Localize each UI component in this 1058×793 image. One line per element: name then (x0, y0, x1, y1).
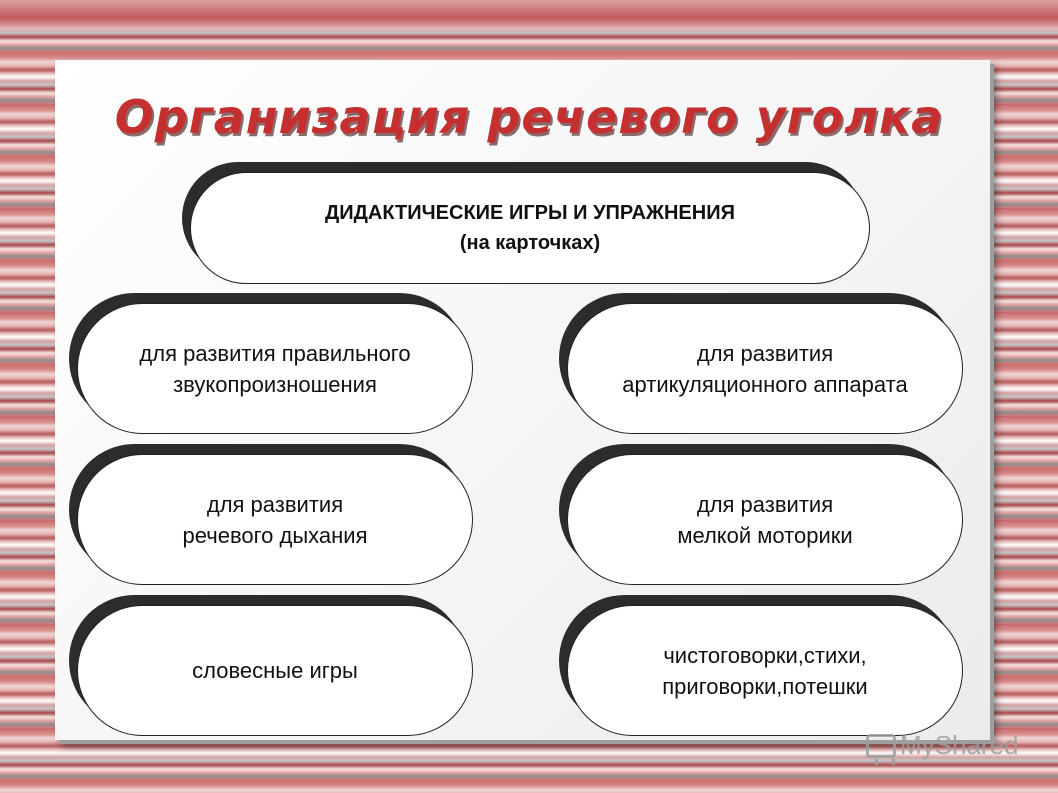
header-pill (190, 172, 870, 284)
item-1-line-2: звукопроизношения (173, 371, 377, 397)
item-2-line-1: для развития (696, 340, 834, 366)
item-pill-6 (567, 605, 963, 736)
item-4-line-1: для развития (696, 491, 834, 517)
header-line-2: (на карточках) (459, 232, 601, 254)
item-1-line-1: для развития правильного (139, 340, 411, 366)
item-6-line-1: чистоговорки,стихи, (663, 642, 867, 668)
item-pill-3 (77, 454, 473, 585)
background-band (0, 0, 1058, 30)
presentation-icon (866, 734, 896, 758)
item-pill-5 (77, 605, 473, 736)
header-line-1: ДИДАКТИЧЕСКИЕ ИГРЫ И УПРАЖНЕНИЯ (325, 202, 735, 224)
item-5-line-1: словесные игры (192, 658, 358, 683)
slide-title: Организация речевого уголка (114, 90, 944, 144)
item-pill-1 (77, 303, 473, 434)
item-2-line-2: артикуляционного аппарата (622, 371, 908, 397)
item-4-line-2: мелкой моторики (677, 522, 853, 548)
item-pill-4 (567, 454, 963, 585)
item-3-line-1: для развития (206, 491, 344, 517)
watermark-text: MyShared (900, 730, 1019, 760)
item-6-line-2: приговорки,потешки (662, 673, 868, 699)
watermark-logo (866, 730, 1019, 761)
item-pill-2 (567, 303, 963, 434)
item-3-line-2: речевого дыхания (182, 522, 368, 548)
